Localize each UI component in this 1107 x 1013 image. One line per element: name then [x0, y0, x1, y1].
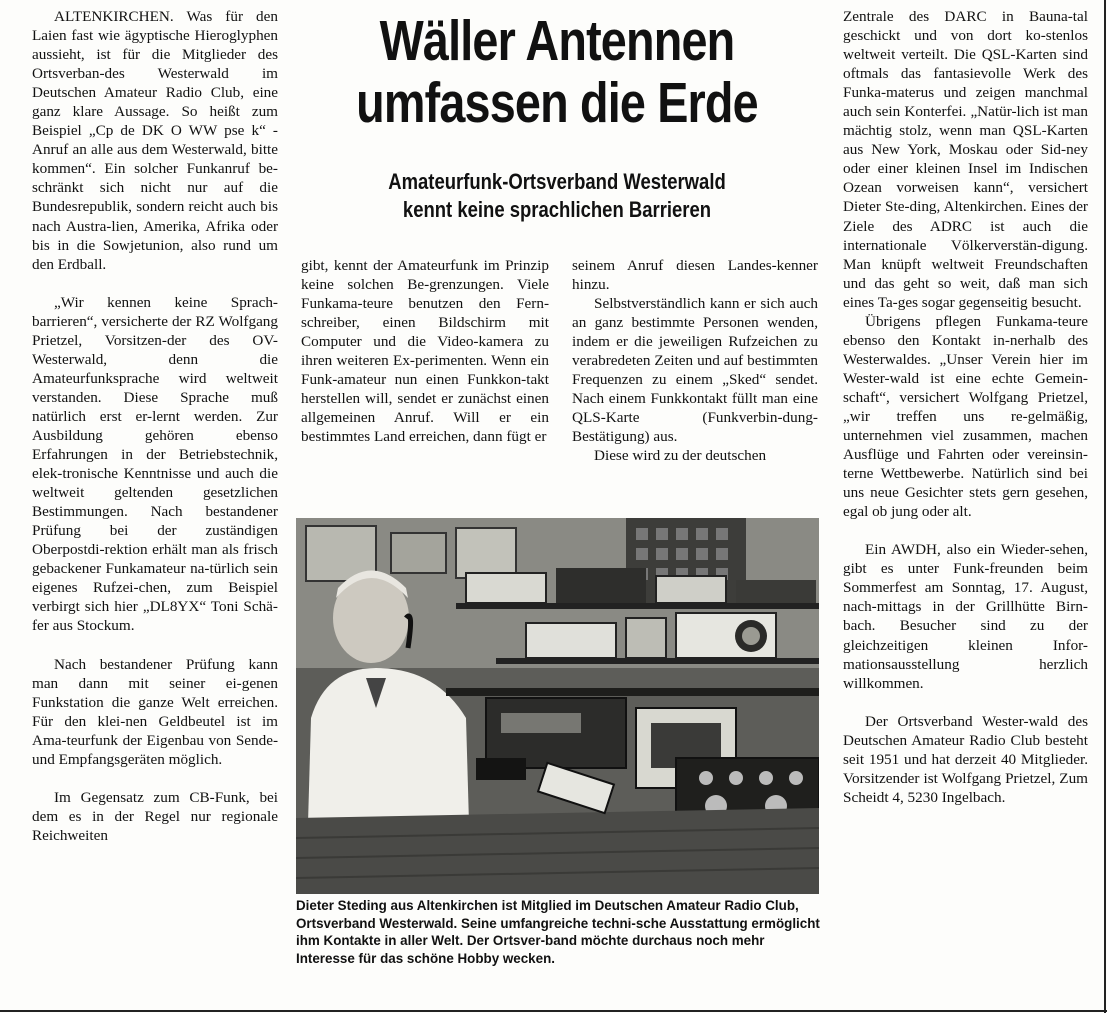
- paragraph: „Wir kennen keine Sprach-barrieren“, versicherte der RZ Wolfgang Prietzel, Vorsitzen-der des OV-Westerwald, denn die Amateurfunksprache wird weltweit verstanden. Diese Sprache muß natürlich erst er-lernt werden. Zur Ausbildung gehören ebenso Erfahrungen in der Betriebstechnik, elek-tronische Kenntnisse und auch die weltweit geltenden gesetzlichen Bestimmungen. Nach bestandener Prüfung bei der zuständigen Oberpostdi-rektion erhält man als frisch gebackener Funkamateur na-türlich sein eigenes Rufzei-chen, zum Beispiel verbirgt sich hier „DL8YX“ Toni Schä-fer aus Stockum.: [32, 293, 278, 635]
- subheadline: [334, 168, 779, 224]
- paragraph: Diese wird zu der deutschen: [594, 447, 767, 465]
- paragraph: Nach bestandener Prüfung kann man dann mit seiner ei-genen Funkstation die ganze Welt erreichen. Für den klei-nen Geldbeutel ist im Ama-teurfunk der Eigenbau von Sende- und Empfangsgeräten möglich.: [32, 655, 278, 768]
- paragraph: Der Ortsverband Wester-wald des Deutschen Amateur Radio Club besteht seit 1951 und hat derzeit 40 Mitglieder. Vorsitzender ist Wolfgang Prietzel, Zum Scheidt 4, 5230 Ingelbach.: [843, 712, 1088, 806]
- article-column-3: [572, 256, 818, 466]
- paragraph: seinem Anruf diesen Landes-kenner hinzu.: [572, 257, 818, 294]
- article-photo: [296, 518, 819, 894]
- right-border-rule: [1104, 0, 1106, 1013]
- article-column-2: [301, 256, 549, 446]
- bottom-border-rule: [0, 1010, 1107, 1012]
- paragraph: Selbstverständlich kann er sich auch an ganz bestimmte Personen wenden, indem er die jeweiligen Rufzeichen zu verabredeten Zeiten und auf bestimmten Frequenzen zu einem „Sked“ sendet. Nach einem Funkkontakt füllt man eine QLS-Karte (Funkverbin-dung-Bestätigung) aus.: [572, 295, 818, 446]
- paragraph: Ein AWDH, also ein Wieder-sehen, gibt es unter Funk-freunden beim Sommerfest am Sonntag, 17. August, nach-mittags in der Grillhütte Birn-bach. Besucher sind zu der gleichzeitigen kleinen Infor-mationsausstellung herzlich willkommen.: [843, 541, 1088, 692]
- article-column-1: [32, 7, 278, 845]
- photo-caption: Dieter Steding aus Altenkirchen ist Mitglied im Deutschen Amateur Radio Club, Ortsverband Westerwald. Seine umfangreiche techni-sche Ausstattung ermöglicht ihm Kontakte in aller Welt. Der Ortsver-band möchte durchaus noch mehr Interesse für das schöne Hobby wecken.: [296, 898, 820, 966]
- subheadline-line-1: Amateurfunk-Ortsverband Westerwald: [388, 169, 726, 194]
- article-column-4: [843, 7, 1088, 807]
- paragraph: gibt, kennt der Amateurfunk im Prinzip keine solchen Be-grenzungen. Viele Funkama-teure benutzen den Fern-schreiber, einen Bildschirm mit Computer und die Video-kamera zu ihren weiteren Ex-perimenten. Wenn ein Funk-amateur nun einen Funkkon-takt herstellen will, sendet er zunächst einen allgemeinen Anruf. Will er ein bestimmtes Land erreichen, dann fügt er: [301, 257, 549, 446]
- paragraph: Zentrale des DARC in Bauna-tal geschickt und von dort ko-stenlos weltweit verteilt. Die QSL-Karten sind oftmals das fantasievolle Werk des Funka-materus und zeigen manchmal auch sein Konterfei. „Natür-lich ist man mächtig stolz, wenn man QSL-Karten aus New York, Moskau oder Sid-ney oder einer kleinen Insel im Indischen Ozean vorweisen kann“, versichert Dieter Ste-ding, Altenkirchen. Eines der Ziele des ADRC ist auch die internationale Völkerverstän-digung. Man knüpft weltweit Freundschaften und das geht so weit, daß man sich eines Ta-ges sogar gegenseitig besucht.: [843, 8, 1088, 311]
- radio-station-photo-icon: [296, 518, 819, 894]
- paragraph: Übrigens pflegen Funkama-teure ebenso den Kontakt in-nerhalb des Westerwaldes. „Unser Verein hier im Wester-wald ist eine echte Gemein-schaft“, versichert Wolfgang Prietzel, „wir treffen uns re-gelmäßig, unternehmen viel zusammen, machen Ausflüge und Fahrten oder vereinsin-terne Wettbewerbe. Natürlich sind bei uns neue Gesichter stets gern gesehen, egal ob jung oder alt.: [843, 312, 1088, 521]
- headline: [340, 10, 775, 134]
- headline-line-2: umfassen die Erde: [356, 71, 758, 135]
- headline-line-1: Wäller Antennen: [379, 9, 735, 73]
- paragraph: ALTENKIRCHEN. Was für den Laien fast wie ägyptische Hieroglyphen aussieht, ist für die Mitglieder des Ortsverban-des Westerwald im Deutschen Amateur Radio Club, eine ganz klare Aussage. So heißt zum Beispiel „Cp de DK O WW pse k“ - Anruf an alle aus dem Westerwald, bitte kommen“. Ein solcher Funkanruf be-schränkt sich nicht nur auf die Bundesrepublik, sondern reicht auch bis nach Austra-lien, Amerika, Afrika oder bis in die Sowjetunion, also rund um den Erdball.: [32, 8, 278, 273]
- paragraph: Im Gegensatz zum CB-Funk, bei dem es in der Regel nur regionale Reichweiten: [32, 788, 278, 844]
- subheadline-line-2: kennt keine sprachlichen Barrieren: [402, 197, 712, 222]
